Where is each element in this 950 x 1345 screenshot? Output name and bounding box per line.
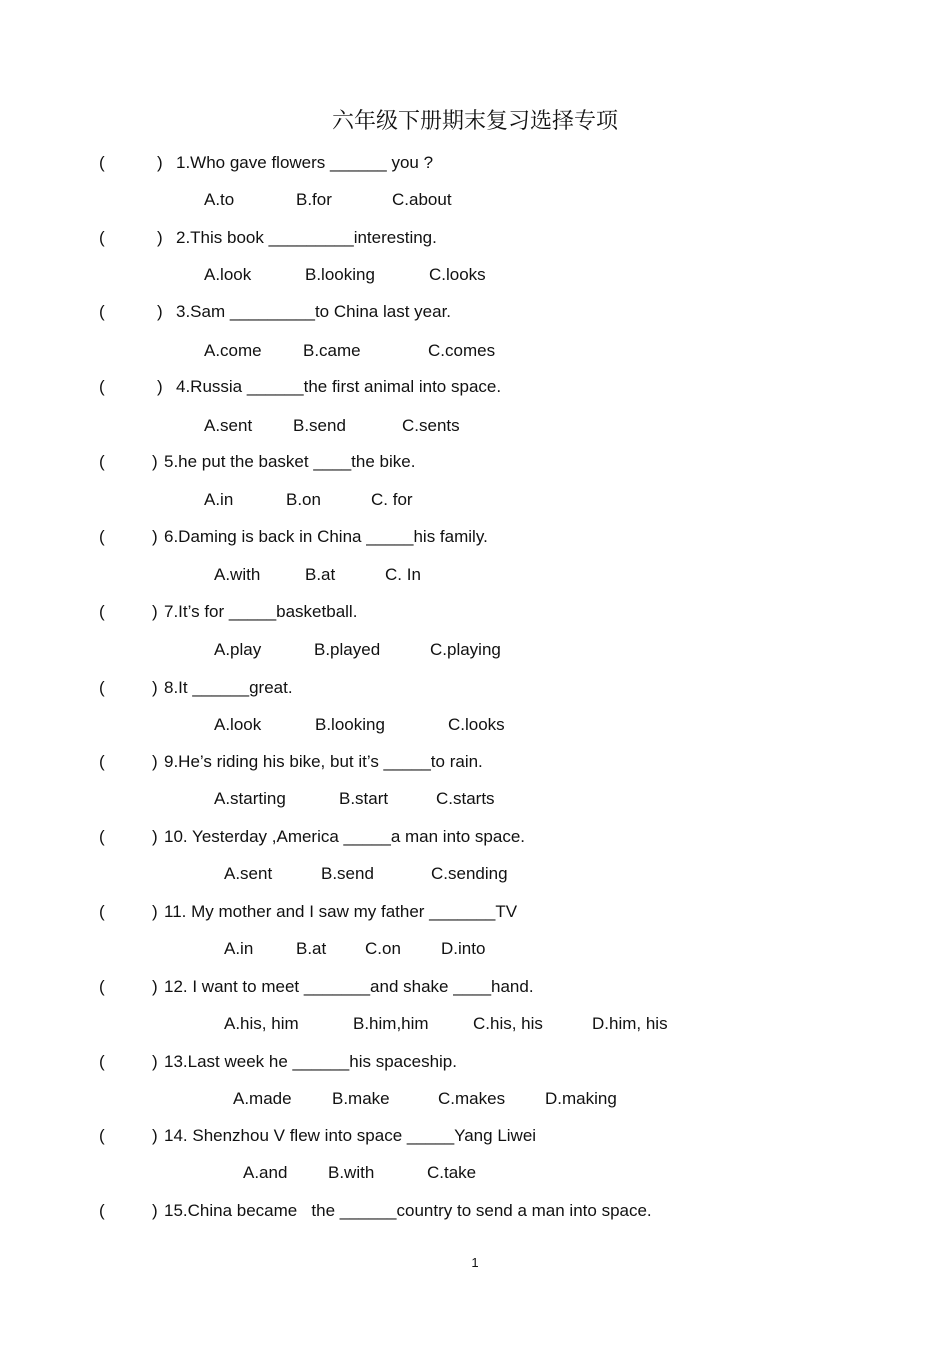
answer-option: A.to: [204, 190, 235, 209]
answer-paren-open: (: [99, 377, 105, 396]
answer-option: B.at: [296, 939, 327, 958]
question-stem: 4.Russia ______the first animal into space.: [176, 377, 502, 396]
question-stem: 1.Who gave flowers ______ you ?: [176, 153, 434, 172]
answer-option: C.sents: [402, 416, 460, 435]
answer-paren-close: ): [157, 228, 163, 247]
answer-option: C.on: [365, 939, 401, 958]
question-stem: 3.Sam _________to China last year.: [176, 302, 452, 321]
question-stem: 10. Yesterday ,America _____a man into space.: [164, 827, 526, 846]
answer-paren-close: ): [152, 452, 158, 471]
answer-option: A.starting: [214, 789, 286, 808]
answer-paren-close: ): [152, 1052, 158, 1071]
answer-paren-close: ): [152, 602, 158, 621]
answer-paren-open: (: [99, 977, 105, 996]
answer-option: B.make: [332, 1089, 390, 1108]
answer-option: B.on: [286, 490, 321, 509]
answer-option: A.play: [214, 640, 262, 659]
answer-option: C.his, his: [473, 1014, 543, 1033]
answer-option: B.send: [293, 416, 346, 435]
answer-option: B.for: [296, 190, 332, 209]
question-stem: 9.He’s riding his bike, but it’s _____to rain.: [164, 752, 483, 771]
question-stem: 15.China became the ______country to send a man into space.: [164, 1201, 652, 1220]
answer-paren-close: ): [152, 527, 158, 546]
answer-paren-open: (: [99, 902, 105, 921]
answer-paren-close: ): [157, 153, 163, 172]
answer-option: C.sending: [431, 864, 508, 883]
answer-paren-close: ): [157, 377, 163, 396]
question-stem: 11. My mother and I saw my father _______TV: [164, 902, 518, 921]
answer-option: B.came: [303, 341, 361, 360]
answer-option: B.with: [328, 1163, 375, 1182]
answer-paren-close: ): [152, 902, 158, 921]
answer-option: D.him, his: [592, 1014, 668, 1033]
answer-paren-open: (: [99, 153, 105, 172]
answer-option: A.sent: [204, 416, 253, 435]
answer-paren-open: (: [99, 1052, 105, 1071]
answer-paren-close: ): [152, 827, 158, 846]
answer-option: A.come: [204, 341, 262, 360]
answer-option: B.send: [321, 864, 374, 883]
question-stem: 8.It ______great.: [164, 678, 293, 697]
answer-paren-close: ): [157, 302, 163, 321]
question-stem: 13.Last week he ______his spaceship.: [164, 1052, 457, 1071]
answer-option: A.his, him: [224, 1014, 299, 1033]
answer-option: B.at: [305, 565, 336, 584]
answer-paren-close: ): [152, 678, 158, 697]
answer-option: A.look: [214, 715, 262, 734]
answer-option: B.him,him: [353, 1014, 429, 1033]
answer-paren-close: ): [152, 1201, 158, 1220]
answer-option: C.looks: [429, 265, 486, 284]
page-number: 1: [471, 1255, 479, 1270]
answer-paren-close: ): [152, 752, 158, 771]
answer-paren-close: ): [152, 977, 158, 996]
question-stem: 6.Daming is back in China _____his family.: [164, 527, 488, 546]
answer-paren-open: (: [99, 1126, 105, 1145]
answer-option: A.in: [224, 939, 254, 958]
answer-option: C. for: [371, 490, 413, 509]
answer-paren-open: (: [99, 228, 105, 247]
answer-option: C.starts: [436, 789, 495, 808]
answer-option: B.played: [314, 640, 381, 659]
answer-paren-open: (: [99, 827, 105, 846]
answer-option: C.looks: [448, 715, 505, 734]
answer-option: A.with: [214, 565, 261, 584]
answer-option: A.in: [204, 490, 234, 509]
answer-paren-open: (: [99, 527, 105, 546]
answer-option: A.sent: [224, 864, 273, 883]
answer-option: C.comes: [428, 341, 496, 360]
answer-paren-open: (: [99, 452, 105, 471]
answer-option: A.and: [243, 1163, 288, 1182]
answer-paren-close: ): [152, 1126, 158, 1145]
answer-option: C.playing: [430, 640, 501, 659]
answer-option: A.made: [233, 1089, 292, 1108]
answer-paren-open: (: [99, 602, 105, 621]
answer-option: B.start: [339, 789, 389, 808]
page-title: 六年级下册期末复习选择专项: [331, 109, 618, 134]
question-stem: 7.It’s for _____basketball.: [164, 602, 358, 621]
question-stem: 14. Shenzhou V flew into space _____Yang Liwei: [164, 1126, 537, 1145]
answer-option: C. In: [385, 565, 421, 584]
question-stem: 5.he put the basket ____the bike.: [164, 452, 416, 471]
answer-paren-open: (: [99, 678, 105, 697]
answer-option: B.looking: [305, 265, 375, 284]
question-stem: 2.This book _________interesting.: [176, 228, 437, 247]
answer-option: A.look: [204, 265, 252, 284]
answer-paren-open: (: [99, 752, 105, 771]
answer-option: C.about: [392, 190, 452, 209]
answer-paren-open: (: [99, 302, 105, 321]
answer-option: C.makes: [438, 1089, 506, 1108]
answer-option: C.take: [427, 1163, 477, 1182]
answer-option: D.making: [545, 1089, 617, 1108]
answer-option: D.into: [441, 939, 486, 958]
answer-option: B.looking: [315, 715, 385, 734]
question-stem: 12. I want to meet _______and shake ____hand.: [164, 977, 534, 996]
answer-paren-open: (: [99, 1201, 105, 1220]
